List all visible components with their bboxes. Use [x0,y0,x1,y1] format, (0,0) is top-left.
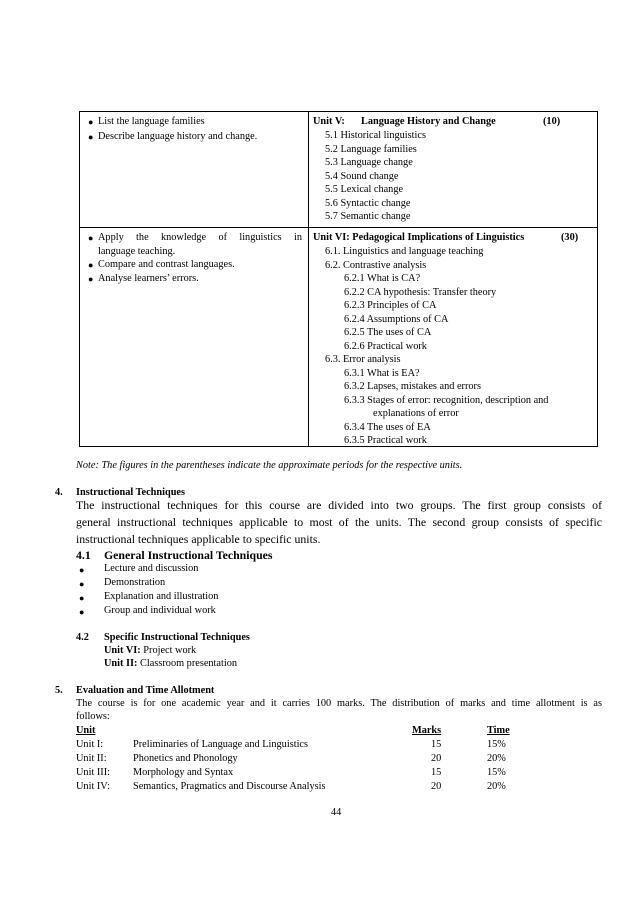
bullet-icon: ● [79,607,85,617]
row-unit: Unit IV: [76,781,110,792]
unit-title: Language History and Change [361,116,496,127]
list-item: 5.3 Language change [325,157,413,168]
row-marks: 20 [431,781,442,792]
sub-list-item: 6.3.2 Lapses, mistakes and errors [344,381,481,392]
sub-list-item: 6.3.5 Practical work [344,435,427,446]
course-content-table [79,111,598,447]
row-title: Semantics, Pragmatics and Discourse Analysis [133,781,326,792]
bullet-icon: ● [88,117,94,127]
objective-item: language teaching. [98,245,176,257]
bullet-icon: ● [88,233,94,243]
column-header-time: Time [487,725,510,736]
paragraph-line: general instructional techniques applicable to most of the units. The second group consists of specific [76,515,602,529]
list-item: 5.2 Language families [325,143,417,155]
contents-cell [309,228,598,447]
technique-text: Project work [140,645,197,656]
row-time: 20% [487,781,506,792]
page-number: 44 [331,807,342,818]
list-item: Group and individual work [104,605,216,616]
row-marks: 15 [431,767,442,778]
bullet-icon: ● [88,260,94,270]
bullet-icon: ● [79,593,85,603]
list-item: Explanation and illustration [104,591,219,602]
subsection-title: Specific Instructional Techniques [104,632,250,643]
section-number: 4. [55,487,63,498]
column-header-marks: Marks [412,725,442,736]
row-marks: 15 [431,739,442,750]
unit-label: Unit V: [313,116,345,127]
sub-list-item-continuation: explanations of error [373,408,459,419]
bullet-icon: ● [79,565,85,575]
row-time: 20% [487,753,506,764]
row-time: 15% [487,739,506,750]
table-row [80,112,598,228]
objective-item: Apply the knowledge of linguistics in [98,232,302,243]
list-item: 5.7 Semantic change [325,211,411,222]
row-title: Preliminaries of Language and Linguistics [133,739,309,750]
row-unit: Unit I: [76,739,104,750]
list-item: 6.2. Contrastive analysis [325,259,427,271]
bullet-icon: ● [88,274,94,284]
table-row [80,228,598,447]
subsection-number: 4.2 [76,632,89,643]
list-item: Lecture and discussion [104,563,199,574]
row-time: 15% [487,767,506,778]
technique-text: Classroom presentation [137,658,238,669]
section-number: 5. [55,685,63,696]
paragraph-line: instructional techniques applicable to specific units. [76,532,321,546]
table-note: Note: The figures in the parentheses indicate the approximate periods for the respective units. [76,460,463,471]
list-item: 6.1. Linguistics and language teaching [325,246,484,257]
sub-list-item: 6.3.4 The uses of EA [344,421,431,433]
unit-periods: (30) [561,232,579,243]
specific-technique [104,644,196,658]
sub-list-item: 6.2.3 Principles of CA [344,300,437,311]
objective-item: List the language families [98,116,205,127]
subsection-title: General Instructional Techniques [104,548,273,562]
row-title: Morphology and Syntax [133,767,234,778]
paragraph-line: The course is for one academic year and it carries 100 marks. The distribution of marks and time allotment is as [76,698,602,709]
bullet-icon: ● [88,132,94,142]
row-unit: Unit II: [76,753,107,764]
sub-list-item: 6.3.1 What is EA? [344,367,420,379]
sub-list-item: 6.2.6 Practical work [344,340,427,352]
specific-technique [104,657,237,671]
sub-list-item: 6.2.4 Assumptions of CA [344,313,449,325]
list-item: 5.5 Lexical change [325,184,404,195]
list-item: 5.1 Historical linguistics [325,130,426,141]
paragraph-line: follows: [76,711,110,722]
section-heading: Evaluation and Time Allotment [76,685,215,696]
objectives-cell [80,112,309,228]
sub-list-item: 6.2.5 The uses of CA [344,327,432,338]
technique-unit: Unit II: [104,658,138,669]
column-header-unit: Unit [76,725,96,736]
paragraph-line: The instructional techniques for this course are divided into two groups. The first group consists of [76,498,602,512]
objective-item: Compare and contrast languages. [98,259,235,270]
subsection-number: 4.1 [76,548,91,562]
objectives-cell [80,228,309,447]
objective-item: Analyse learners’ errors. [98,273,199,284]
sub-list-item: 6.2.1 What is CA? [344,273,421,284]
list-item: Demonstration [104,577,166,588]
sub-list-item: 6.2.2 CA hypothesis: Transfer theory [344,286,497,298]
contents-cell [309,112,598,228]
unit-title: Unit VI: Pedagogical Implications of Linguistics [313,232,525,243]
technique-unit: Unit VI: [104,645,141,656]
list-item: 6.3. Error analysis [325,354,401,365]
row-unit: Unit III: [76,767,111,778]
row-marks: 20 [431,753,442,764]
section-heading: Instructional Techniques [76,487,186,498]
bullet-icon: ● [79,579,85,589]
sub-list-item: 6.3.3 Stages of error: recognition, description and [344,394,549,406]
unit-periods: (10) [543,116,561,127]
row-title: Phonetics and Phonology [133,753,238,764]
objective-item: Describe language history and change. [98,131,258,142]
list-item: 5.4 Sound change [325,170,399,182]
list-item: 5.6 Syntactic change [325,197,411,209]
